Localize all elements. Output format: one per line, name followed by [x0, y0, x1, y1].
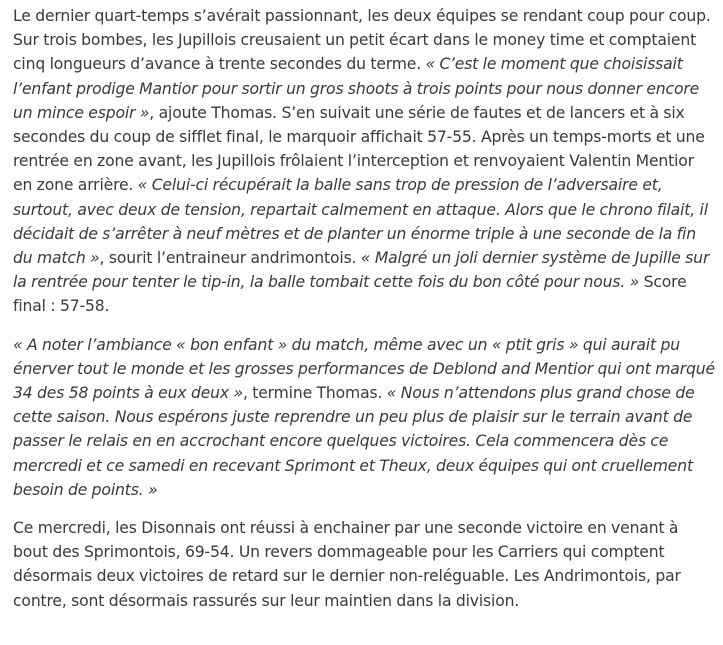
final-score-text: Score final : 57-58.	[13, 273, 687, 316]
quote-jupille-system: « Malgré un joli dernier système de Jupille sur la rentrée pour tenter le tip-in, la balle tombait cette fois du bon côté pour nous. »	[13, 249, 710, 292]
article-body	[0, 4, 723, 613]
quote-mantior-shot: « C’est le moment que choisissait l’enfant prodige Mantior pour sortir un gros shoots à trois points pour nous donner encore un mince espoir »	[13, 55, 700, 122]
paragraph-wednesday-result	[13, 516, 717, 613]
quote-season-outlook: « Nous n’attendons plus grand chose de cette saison. Nous espérons juste reprendre un peu plus de plaisir sur le terrain avant de passer le relais en en accrochant encore quelques victoires. Cela commencera dès ce mercredi et ce samedi en recevant Sprimont et Theux, deux équipes qui ont cruellement besoin de points. »	[13, 384, 695, 499]
paragraph-final-quarter	[13, 4, 717, 319]
paragraph-text: Le dernier quart-temps s’avérait passionnant, les deux équipes se rendant coup pour coup. Sur trois bombes, les Jupillois creusaient un petit écart dans le money time et comptaient cinq longueurs d’avance à trente secondes du terme.	[13, 7, 711, 74]
paragraph-ambiance	[13, 333, 717, 502]
paragraph-text: , termine Thomas.	[242, 384, 387, 403]
paragraph-text: Ce mercredi, les Disonnais ont réussi à enchainer par une seconde victoire en venant à bout des Sprimontois, 69-54. Un revers dommageable pour les Carriers qui comptent désormais deux victoires de retard sur le dernier non-reléguable. Les Andrimontois, par contre, sont désormais rassurés sur leur maintien dans la division.	[13, 519, 681, 610]
quote-ambiance: « A noter l’ambiance « bon enfant » du match, même avec un « ptit gris » qui aurait pu énerver tout le monde et les grosses performances de Deblond and Mentior qui ont marqué 34 des 58 points à eux deux »	[13, 335, 715, 403]
paragraph-text: , sourit l’entraineur andrimontois.	[99, 249, 361, 268]
paragraph-text: , ajoute Thomas. S’en suivait une série de fautes et de lancers et à six secondes du coup de sifflet final, le marquoir affichait 57-55. Après un temps-morts et une rentrée en zone avant, les Jupillois frôlaient l’interception et renvoyaient Valentin Mentior en zone arrière.	[13, 103, 705, 195]
quote-mentior-triple: « Celui-ci récupérait la balle sans trop de pression de l’adversaire et, surtout, avec deux de tension, repartait calmement en attaque. Alors que le chrono filait, il décidait de s’arrêter à neuf mètres et de planter un énorme triple à une seconde de la fin du match »	[13, 176, 708, 268]
